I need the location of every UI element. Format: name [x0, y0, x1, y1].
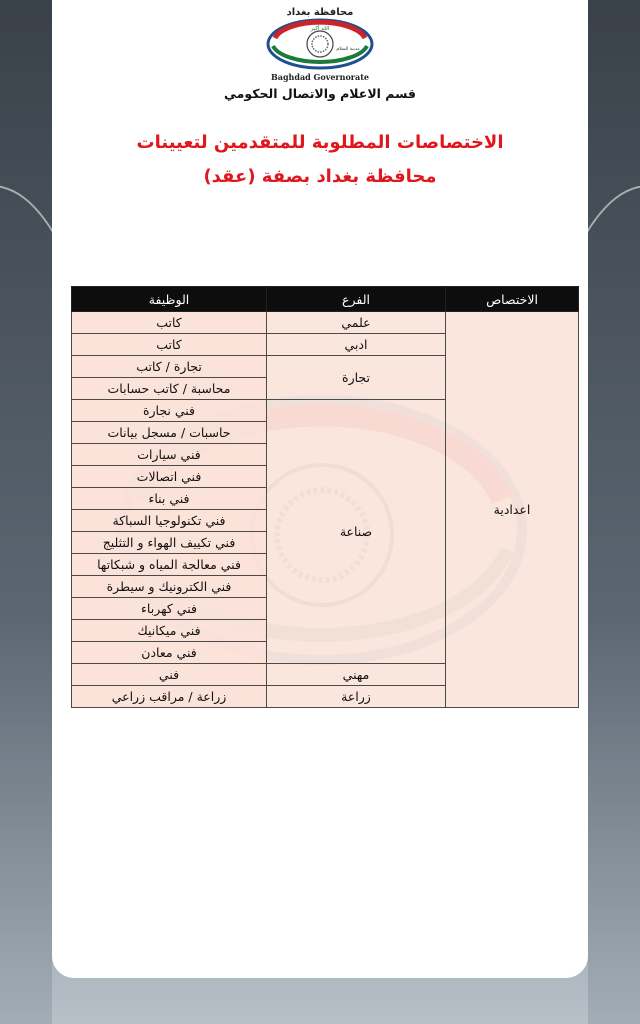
table-row	[72, 312, 579, 334]
table-header-row	[72, 287, 579, 312]
svg-text:Baghdad Governorate: Baghdad Governorate	[271, 72, 369, 82]
job-cell: فني بناء	[72, 488, 267, 510]
job-cell: كاتب	[72, 312, 267, 334]
branch-cell: صناعة	[267, 400, 446, 664]
job-cell: فني سيارات	[72, 444, 267, 466]
job-specialties-table	[71, 286, 579, 708]
header-branch: الفرع	[267, 287, 446, 312]
header-job: الوظيفة	[72, 287, 267, 312]
job-cell: فني تكنولوجيا السباكة	[72, 510, 267, 532]
job-cell: فني	[72, 664, 267, 686]
job-cell: فني الكترونيك و سيطرة	[72, 576, 267, 598]
baghdad-governorate-logo	[263, 4, 377, 84]
job-cell: تجارة / كاتب	[72, 356, 267, 378]
job-cell: فني كهرباء	[72, 598, 267, 620]
svg-text:محافظة بغداد: محافظة بغداد	[286, 7, 354, 18]
job-cell: فني تكييف الهواء و التثليج	[72, 532, 267, 554]
title-line-2: محافظة بغداد بصفة (عقد)	[203, 166, 437, 187]
specialty-cell: اعدادية	[446, 312, 579, 708]
job-cell: فني اتصالات	[72, 466, 267, 488]
branch-cell: مهني	[267, 664, 446, 686]
document-page	[52, 0, 588, 978]
document-title	[52, 126, 588, 194]
header	[52, 0, 588, 112]
svg-text:مدينة السلام: مدينة السلام	[336, 47, 360, 52]
job-cell: كاتب	[72, 334, 267, 356]
header-specialty: الاختصاص	[446, 287, 579, 312]
svg-text:الله أكبر: الله أكبر	[310, 26, 330, 32]
branch-cell: تجارة	[267, 356, 446, 400]
branch-cell: زراعة	[267, 686, 446, 708]
job-cell: فني معادن	[72, 642, 267, 664]
job-cell: محاسبة / كاتب حسابات	[72, 378, 267, 400]
job-cell: فني معالجة المياه و شبكاتها	[72, 554, 267, 576]
job-cell: حاسبات / مسجل بيانات	[72, 422, 267, 444]
title-line-1: الاختصاصات المطلوبة للمتقدمين لتعيينات	[136, 132, 504, 153]
branch-cell: ادبي	[267, 334, 446, 356]
branch-cell: علمي	[267, 312, 446, 334]
job-cell: فني ميكانيك	[72, 620, 267, 642]
job-cell: فني نجارة	[72, 400, 267, 422]
department-name: قسم الاعلام والاتصال الحكومي	[224, 86, 416, 101]
job-cell: زراعة / مراقب زراعي	[72, 686, 267, 708]
